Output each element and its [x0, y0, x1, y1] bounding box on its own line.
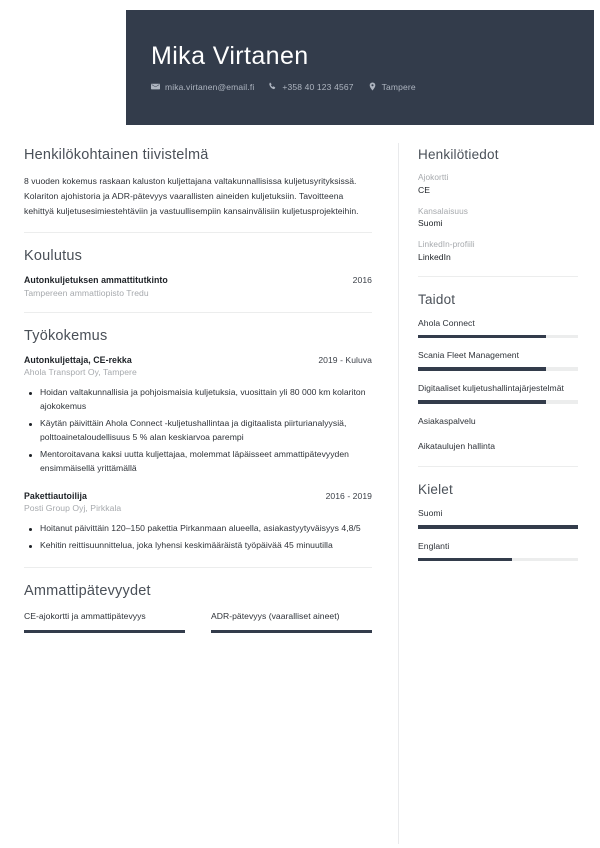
- experience-entry: [24, 491, 372, 553]
- skill-bar-fill: [418, 367, 546, 371]
- entry-head: [24, 491, 372, 501]
- certification-item: [211, 610, 372, 633]
- divider: [24, 567, 372, 568]
- divider: [418, 466, 578, 467]
- language-bar-track: [418, 558, 578, 562]
- list-item: Hoitanut päivittäin 120–150 pakettia Pirkanmaan alueella, asiakastyytyväisyys 4,8/5: [24, 522, 372, 536]
- contact-location-text: Tampere: [381, 81, 416, 92]
- divider: [24, 232, 372, 233]
- language-item: [418, 507, 578, 529]
- entry-subtitle: Tampereen ammattiopisto Tredu: [24, 287, 149, 298]
- divider: [418, 276, 578, 277]
- section-title-skills: Taidot: [418, 291, 456, 307]
- entry-title: Autonkuljetuksen ammattitutkinto: [24, 275, 168, 286]
- skill-label: Asiakaspalvelu: [418, 415, 476, 426]
- info-item-nationality: [418, 206, 578, 229]
- language-label: Englanti: [418, 540, 450, 551]
- education-entry: [24, 275, 372, 298]
- section-title-languages: Kielet: [418, 482, 453, 498]
- skill-bar-track: [418, 367, 578, 371]
- skill-bar-fill: [418, 400, 546, 404]
- list-item: Käytän päivittäin Ahola Connect -kuljetushallintaa ja digitaalista piirturianalyysiä, polttoainetaloudellisuus 5 % alan keskiarvoa parempi: [24, 417, 372, 445]
- entry-subtitle: Ahola Transport Oy, Tampere: [24, 367, 137, 378]
- info-item-linkedin: [418, 239, 578, 262]
- entry-head: [24, 275, 372, 285]
- section-title-certifications: Ammattipätevyydet: [24, 583, 151, 600]
- info-label: Kansalaisuus: [418, 205, 468, 216]
- entry-date: 2016 - 2019: [325, 490, 372, 501]
- certification-label: CE-ajokortti ja ammattipätevyys: [24, 611, 146, 622]
- certification-label: ADR-pätevyys (vaaralliset aineet): [211, 611, 340, 622]
- info-label: LinkedIn-profiili: [418, 239, 475, 249]
- skill-bar-fill: [418, 335, 546, 339]
- list-item: Hoidan valtakunnallisia ja pohjoismaisia kuljetuksia, vuosittain yli 80 000 km kolariton ajokokemus: [24, 386, 372, 414]
- contact-phone-text: +358 40 123 4567: [282, 81, 354, 92]
- language-bar-fill: [418, 558, 512, 562]
- spacer: [24, 479, 372, 491]
- certification-item: [24, 610, 185, 633]
- entry-title: Autonkuljettaja, CE-rekka: [24, 354, 132, 365]
- section-languages: [418, 482, 578, 561]
- skill-label: Ahola Connect: [418, 317, 475, 328]
- language-bar-track: [418, 525, 578, 529]
- entry-bullets: [24, 522, 372, 553]
- resume-header: [126, 10, 594, 125]
- skill-label: Scania Fleet Management: [418, 350, 520, 361]
- info-value: Suomi: [418, 218, 443, 228]
- contact-email[interactable]: [151, 82, 254, 92]
- skill-item: [418, 382, 578, 404]
- skill-label: Digitaaliset kuljetushallintajärjestelmät: [418, 382, 564, 393]
- phone-icon: [268, 82, 277, 91]
- entry-bullets: [24, 386, 372, 476]
- section-education: [24, 248, 372, 298]
- info-item-license: [418, 172, 578, 195]
- skill-label: Aikataulujen hallinta: [418, 440, 496, 451]
- certification-bar: [211, 630, 372, 634]
- list-item: Kehitin reittisuunnittelua, joka lyhensi keskimääräistä työpäivää 45 minuutilla: [24, 539, 372, 553]
- resume-body: [0, 125, 600, 848]
- entry-head: [24, 355, 372, 365]
- skill-item: [418, 349, 578, 371]
- language-bar-fill: [418, 525, 578, 529]
- summary-text: 8 vuoden kokemus raskaan kaluston kuljettajana valtakunnallisissa kuljetusyrityksissä. Kolariton ajohistoria ja ADR-pätevyys vaarallisten aineiden kuljetuksiin. Tavoitteena kehittyä kuljetusesimiestehtäviin ja vastuullisempiin kansainvälisiin kuljetusprojekteihin.: [24, 176, 359, 216]
- skill-bar-track: [418, 335, 578, 339]
- entry-subtitle: Posti Group Oyj, Pirkkala: [24, 503, 122, 514]
- certifications-grid: [24, 610, 372, 633]
- contact-phone[interactable]: [268, 82, 353, 92]
- location-pin-icon: [368, 82, 377, 91]
- section-title-personal-info: Henkilötiedot: [418, 147, 499, 162]
- section-personal-info: [418, 147, 578, 262]
- contact-row: [151, 82, 594, 92]
- section-title-experience: Työkokemus: [24, 327, 108, 344]
- info-value-linkedin[interactable]: LinkedIn: [418, 251, 451, 262]
- info-label: Ajokortti: [418, 172, 449, 182]
- section-experience: [24, 328, 372, 553]
- section-summary: [24, 147, 372, 218]
- section-certifications: [24, 583, 372, 633]
- list-item: Mentoroitavana kaksi uutta kuljettajaa, molemmat läpäisseet ammattipätevyyden ensimmäisellä yrittämällä: [24, 448, 372, 476]
- sidebar-column: [399, 125, 600, 848]
- language-item: [418, 540, 578, 562]
- main-column: [0, 125, 398, 848]
- section-skills: [418, 292, 578, 453]
- entry-date: 2019 - Kuluva: [318, 354, 372, 365]
- info-value: CE: [418, 184, 431, 195]
- section-title-education: Koulutus: [24, 248, 83, 265]
- contact-email-text: mika.virtanen@email.fi: [165, 81, 255, 92]
- experience-entry: [24, 355, 372, 476]
- skill-bar-track: [418, 400, 578, 404]
- skill-item: [418, 440, 578, 452]
- section-title-summary: Henkilökohtainen tiivistelmä: [24, 147, 209, 163]
- skill-item: [418, 317, 578, 339]
- divider: [24, 312, 372, 313]
- entry-date: 2016: [352, 275, 372, 286]
- entry-title: Pakettiautoilija: [24, 490, 87, 501]
- contact-location[interactable]: [368, 82, 416, 92]
- email-icon: [151, 82, 160, 91]
- page-title: Mika Virtanen: [151, 42, 309, 71]
- language-label: Suomi: [418, 508, 443, 519]
- certification-bar: [24, 630, 185, 634]
- skill-item: [418, 415, 578, 427]
